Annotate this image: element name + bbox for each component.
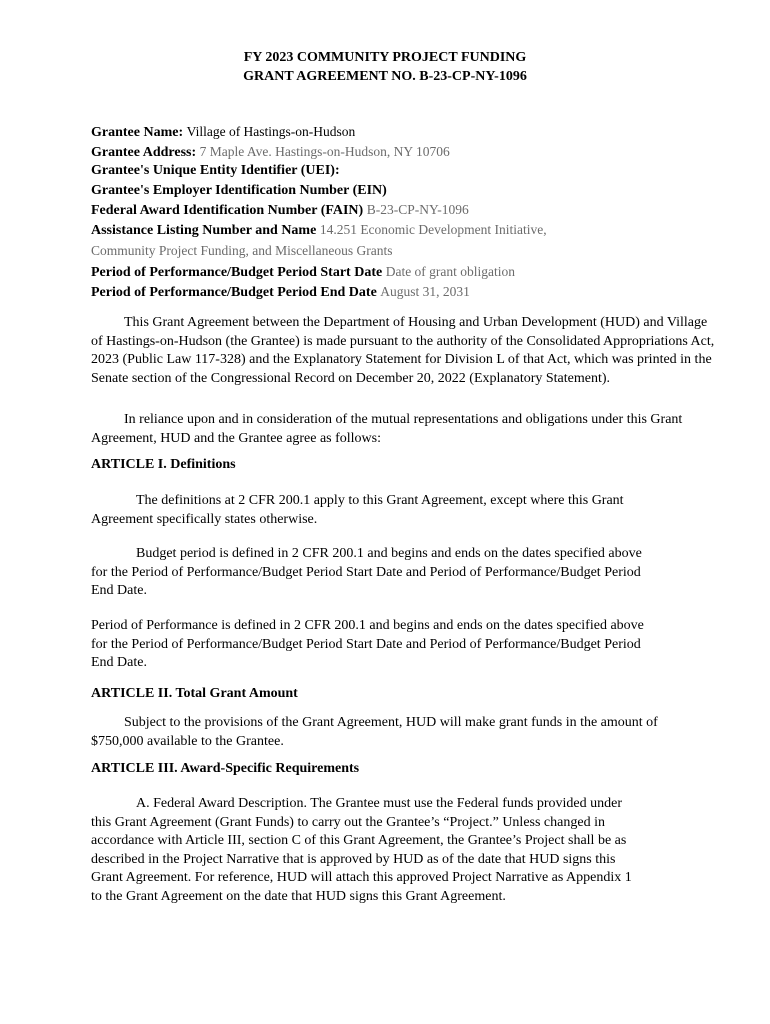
ein-field	[91, 183, 387, 199]
assistance-listing-value-2: Community Project Funding, and Miscellaneous Grants	[91, 243, 393, 258]
document-title: FY 2023 COMMUNITY PROJECT FUNDING	[243, 50, 527, 65]
grantee-address-field	[91, 144, 450, 161]
start-date-value: Date of grant obligation	[385, 264, 516, 279]
article-1-paragraph-2: Budget period is defined in 2 CFR 200.1 and begins and ends on the dates specified above for the Period of Performance/Budget Period Start Date and Period of Performance/Budget Period End Date.	[91, 546, 642, 598]
start-date-field	[91, 264, 515, 281]
assistance-listing-label: Assistance Listing Number and Name	[91, 223, 317, 238]
grantee-name-value: Village of Hastings-on-Hudson	[186, 124, 356, 139]
article-1-paragraph-3: Period of Performance is defined in 2 CFR 200.1 and begins and ends on the dates specified above for the Period of Performance/Budget Period Start Date and Period of Performance/Budget Period End Date.	[91, 618, 644, 670]
fain-value: B-23-CP-NY-1096	[366, 202, 469, 217]
uei-field	[91, 163, 340, 179]
fain-field	[91, 202, 469, 219]
ein-label: Grantee's Employer Identification Number (EIN)	[91, 183, 387, 198]
fain-label: Federal Award Identification Number (FAIN)	[91, 203, 364, 218]
uei-label: Grantee's Unique Entity Identifier (UEI):	[91, 163, 340, 178]
grantee-address-value: 7 Maple Ave. Hastings-on-Hudson, NY 10706	[199, 144, 450, 159]
article-2-heading: ARTICLE II. Total Grant Amount	[91, 686, 298, 701]
intro-paragraph: This Grant Agreement between the Department of Housing and Urban Development (HUD) and Village of Hastings-on-Hudson (the Grantee) is made pursuant to the authority of the Consolidated Appropriations Act, 2023 (Public Law 117-328) and the Explanatory Statement for Division L of that Act, which was printed in the Senate section of the Congressional Record on December 20, 2022 (Explanatory Statement).	[91, 315, 715, 386]
article-1-heading: ARTICLE I. Definitions	[91, 457, 236, 472]
end-date-field	[91, 284, 470, 301]
assistance-listing-value: 14.251 Economic Development Initiative,	[319, 222, 547, 237]
grant-agreement-number: GRANT AGREEMENT NO. B-23-CP-NY-1096	[243, 69, 527, 84]
start-date-label: Period of Performance/Budget Period Start Date	[91, 265, 383, 280]
assistance-listing-field	[91, 222, 547, 239]
article-3-heading: ARTICLE III. Award-Specific Requirements	[91, 761, 360, 776]
end-date-value: August 31, 2031	[380, 284, 470, 299]
end-date-label: Period of Performance/Budget Period End Date	[91, 285, 377, 300]
grantee-name-field	[91, 124, 355, 141]
grantee-address-label: Grantee Address:	[91, 145, 197, 160]
article-1-paragraph-1: The definitions at 2 CFR 200.1 apply to this Grant Agreement, except where this Grant Agreement specifically states otherwise.	[91, 493, 624, 527]
reliance-paragraph: In reliance upon and in consideration of the mutual representations and obligations under this Grant Agreement, HUD and the Grantee agree as follows:	[91, 412, 683, 446]
article-2-paragraph: Subject to the provisions of the Grant Agreement, HUD will make grant funds in the amount of $750,000 available to the Grantee.	[91, 715, 658, 749]
grantee-name-label: Grantee Name:	[91, 125, 184, 140]
assistance-listing-continuation	[91, 243, 392, 260]
article-3-paragraph-a: A. Federal Award Description. The Grantee must use the Federal funds provided under this Grant Agreement (Grant Funds) to carry out the Grantee’s “Project.” Unless changed in accordance with Article III, section C of this Grant Agreement, the Grantee’s Project shall be as described in the Project Narrative that is approved by HUD as of the date that HUD signs this Grant Agreement. For reference, HUD will attach this approved Project Narrative as Appendix 1 to the Grant Agreement on the date that HUD signs this Grant Agreement.	[91, 796, 632, 904]
